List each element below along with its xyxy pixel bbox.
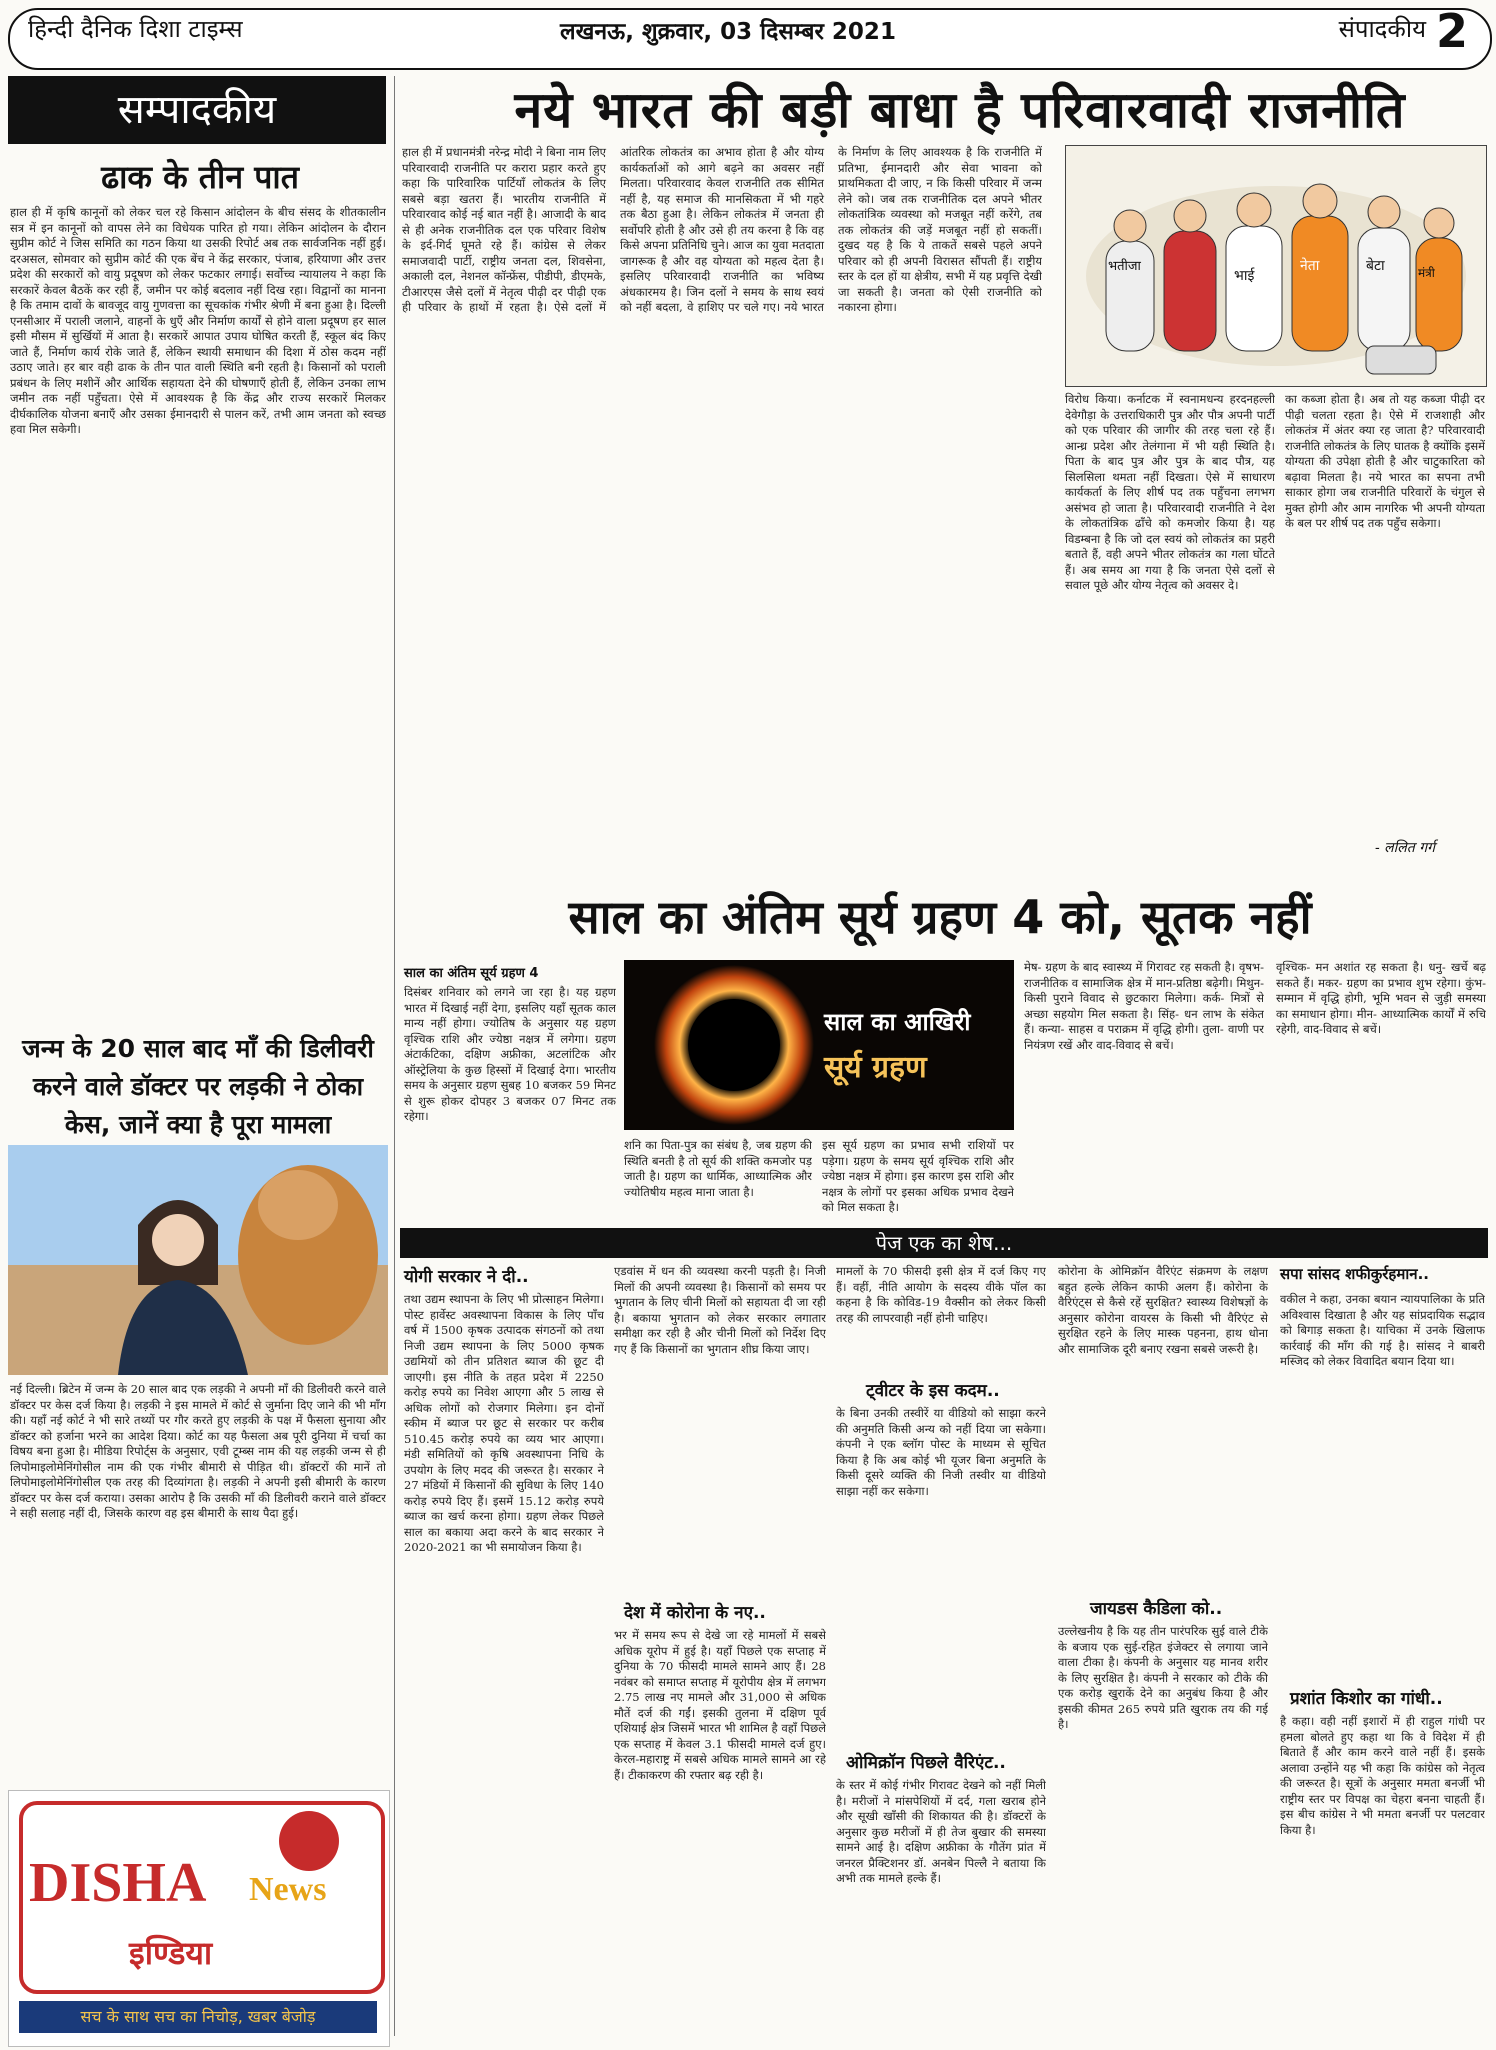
continued-col5b: है कहा। वही नहीं इशारों में ही राहुल गांधी पर हमला बोलते हुए कहा था कि वे विदेश में ही बिताते हैं और काम करने वाले नहीं हैं। इसके अलावा उन्होंने यह भी कहा कि कांग्रेस को नेतृत्व की जरूरत है। सूत्रों के अनुसार ममता बनर्जी भी राष्ट्रीय स्तर पर विपक्ष का चेहरा बनना चाहती हैं। इस बीच कांग्रेस ने भी ममता बनर्जी पर पलटवार किया है। (1280, 1714, 1485, 1837)
continued-heading: ओमिक्रॉन पिछले वैरिएंट.. (846, 1753, 1006, 1773)
editorial-title: ढाक के तीन पात (101, 158, 299, 196)
cartoon-label: मंत्री (1418, 266, 1435, 280)
cartoon-illustration (1065, 145, 1487, 387)
continued-col4b: उल्लेखनीय है कि यह तीन पारंपरिक सुई वाले टीके के बजाय एक सुई-रहित इंजेक्टर से लगाया जाने वाला टीका है। कंपनी के अनुसार यह मानव शरीर के लिए सुरक्षित है। कंपनी ने सरकार को टीके की एक करोड़ खुराकें देने का अनुबंध किया है और इसकी कीमत 265 रुपये प्रति खुराक तय की गई है। (1058, 1624, 1268, 1731)
news-photo (8, 1145, 388, 1375)
eclipse-col1: दिसंबर शनिवार को लगने जा रहा है। यह ग्रहण भारत में दिखाई नहीं देगा, इसलिए यहाँ सूतक काल मान्य नहीं होगा। ज्योतिष के अनुसार यह ग्रहण वृश्चिक राशि और ज्येष्ठा नक्षत्र में लगेगा। ग्रहण अंटार्कटिका, दक्षिण अफ्रीका, अटलांटिक और ऑस्ट्रेलिया के कुछ हिस्सों में दिखाई देगा। भारतीय समय के अनुसार ग्रहण सुबह 10 बजकर 59 मिनट से शुरू होकर दोपहर 3 बजकर 07 मिनट तक रहेगा। (404, 985, 616, 1123)
continued-col2: एडवांस में धन की व्यवस्था करनी पड़ती है। निजी मिलों की अपनी व्यवस्था है। किसानों को समय पर भुगतान के लिए चीनी मिलों को सहायता दी जा रही है। बकाया भुगतान को लेकर सरकार लगातार समीक्षा कर रही है और चीनी मिलों को निर्देश दिए गए हैं कि किसानों का भुगतान शीघ्र किया जाए। (614, 1264, 826, 1356)
continued-heading: योगी सरकार ने दी.. (404, 1267, 529, 1287)
continued-col3b: के बिना उनकी तस्वीरें या वीडियो को साझा करने की अनुमति किसी अन्य को नहीं दिया जा सकेगा। कंपनी ने एक ब्लॉग पोस्ट के माध्यम से सूचित किया है कि अब कोई भी यूजर बिना अनुमति के किसी दूसरे व्यक्ति की निजी तस्वीर या वीडियो साझा नहीं कर सकेगा। (836, 1406, 1046, 1498)
eclipse-col1-title: साल का अंतिम सूर्य ग्रहण 4 (404, 966, 539, 981)
eclipse-col3: इस सूर्य ग्रहण का प्रभाव सभी राशियों पर पड़ेगा। ग्रहण के समय सूर्य वृश्चिक राशि और ज्येष्ठा नक्षत्र में होगा। इस कारण इस राशि और नक्षत्र के लोगों पर इसका अधिक प्रभाव देखने को मिल सकता है। (822, 1138, 1014, 1214)
eclipse-col4: मेष- ग्रहण के बाद स्वास्थ्य में गिरावट रह सकती है। वृषभ- राजनीतिक व सामाजिक क्षेत्र में मान-प्रतिष्ठा बढ़ेगी। मिथुन- किसी पुराने विवाद से छुटकारा मिलेगा। कर्क- मित्रों से अच्छा सहयोग मिल सकता है। सिंह- धन लाभ के संकेत हैं। कन्या- साहस व पराक्रम में वृद्धि होगी। तुला- वाणी पर नियंत्रण रखें और वाद-विवाद से बचें। (1024, 960, 1264, 1052)
editorial-box-label: सम्पादकीय (8, 76, 386, 144)
continued-heading: देश में कोरोना के नए.. (624, 1603, 766, 1623)
continued-col5: वकील ने कहा, उनका बयान न्यायपालिका के प्रति अविश्वास दिखाता है और यह सांप्रदायिक सद्भाव को बिगाड़ सकता है। याचिका में उनके खिलाफ कार्रवाई की माँग की गई है। सांसद ने बाबरी मस्जिद को लेकर विवादित बयान दिया था। (1280, 1292, 1485, 1368)
news-body: नई दिल्ली। ब्रिटेन में जन्म के 20 साल बाद एक लड़की ने अपनी माँ की डिलीवरी करने वाले डॉक्टर पर केस दर्ज किया है। लड़की ने इस मामले में कोर्ट से जुर्माना दिए जाने की भी माँग की। यहाँ नई कोर्ट ने भी सारे तथ्यों पर गौर करते हुए लड़की के पक्ष में फैसला सुनाया और डॉक्टर को हर्जाना भरने का आदेश दिया। कोर्ट का यह फैसला अब पूरी दुनिया में चर्चा का विषय बना हुआ है। मीडिया रिपोर्ट्स के अनुसार, एवी टूम्ब्स नाम की यह लड़की जन्म से ही लिपोमाइलोमेनिंगोसील नाम की एक गंभीर बीमारी से पीड़ित थी। डॉक्टरों की मानें तो लिपोमाइलोमेनिंगोसील एक तरह की दिव्यांगता है। लड़की ने अपनी इसी बीमारी के कारण डॉक्टर पर केस दर्ज कराया। उसका आरोप है कि उसकी माँ की डिलीवरी कराने वाले डॉक्टर ने सही सलाह नहीं दी, जिसके कारण वह इस बीमारी के साथ पैदा हुई। (10, 1382, 386, 1520)
main-story-body: हाल ही में प्रधानमंत्री नरेन्द्र मोदी ने बिना नाम लिए परिवारवादी राजनीति पर करारा प्रहार करते हुए कहा कि पारिवारिक पार्टियाँ लोकतंत्र के लिए सबसे बड़ा खतरा हैं। भारतीय राजनीति में परिवारवाद कोई नई बात नहीं है। आजादी के बाद से ही अनेक राजनीतिक दल एक परिवार विशेष के इर्द-गिर्द घूमते रहे हैं। कांग्रेस से लेकर समाजवादी पार्टी, राष्ट्रीय जनता दल, शिवसेना, अकाली दल, नेशनल कॉन्फ्रेंस, पीडीपी, डीएमके, टीआरएस जैसे दलों में नेतृत्व पीढ़ी दर पीढ़ी एक ही परिवार के हाथों में रहता है। ऐसे दलों में आंतरिक लोकतंत्र का अभाव होता है और योग्य कार्यकर्ताओं को आगे बढ़ने का अवसर नहीं मिलता। परिवारवाद केवल राजनीति तक सीमित नहीं है, यह समाज की मानसिकता में भी गहरे तक बैठा हुआ है। लेकिन लोकतंत्र में जनता ही सर्वोपरि होती है और उसे ही तय करना है कि वह किसे अपना प्रतिनिधि चुने। आज का युवा मतदाता जागरूक है और वह योग्यता को महत्व देता है। इसलिए परिवारवादी राजनीति का भविष्य अंधकारमय है। जिन दलों ने समय के साथ स्वयं को नहीं बदला, वे हाशिए पर चले गए। नये भारत के निर्माण के लिए आवश्यक है कि राजनीति में प्रतिभा, ईमानदारी और सेवा भावना को प्राथमिकता दी जाए, न कि किसी परिवार में जन्म लेने को। जब तक राजनीतिक दल अपने भीतर लोकतांत्रिक व्यवस्था को मजबूत नहीं करेंगे, तब तक लोकतंत्र की जड़ें मजबूत नहीं हो सकतीं। दुखद यह है कि ये ताकतें सबसे पहले अपने परिवार को ही अपनी विरासत सौंपती हैं। राष्ट्रीय स्तर के दल हों या क्षेत्रीय, सभी में यह प्रवृत्ति देखी जा सकती है। जनता को ऐसी राजनीति को नकारना होगा। (402, 145, 1042, 314)
eclipse-col5: वृश्चिक- मन अशांत रह सकता है। धनु- खर्चे बढ़ सकते हैं। मकर- ग्रहण का प्रभाव शुभ रहेगा। कुंभ- सम्मान में वृद्धि होगी, भूमि भवन से जुड़ी समस्या का समाधान होगा। मीन- आध्यात्मिक कार्यों में रुचि रहेगी, वाद-विवाद से बचें। (1276, 960, 1486, 1036)
disha-news-logo (8, 1790, 390, 2047)
continued-col3c: के स्तर में कोई गंभीर गिरावट देखने को नहीं मिली है। मरीजों ने मांसपेशियों में दर्द, गला खराब होने और सूखी खाँसी की शिकायत की है। डॉक्टरों के अनुसार कुछ मरीजों में ही तेज बुखार की समस्या सामने आई है। दक्षिण अफ्रीका के गौतेंग प्रांत में जनरल प्रैक्टिशनर डॉ. अनबेन पिल्लै ने बताया कि अभी तक मामले हल्के हैं। (836, 1778, 1046, 1885)
author-byline: - ललित गर्ग (1375, 840, 1435, 856)
news-headline: जन्म के 20 साल बाद माँ की डिलीवरी करने वाले डॉक्टर पर लड़की ने ठोका केस, जानें क्या है पूरा मामला (22, 1034, 374, 1139)
section-label: संपादकीय (1338, 15, 1426, 43)
continued-heading: ट्वीटर के इस कदम.. (866, 1381, 1000, 1401)
continued-from-page-one-bar: पेज एक का शेष... (400, 1228, 1488, 1258)
continued-heading: प्रशांत किशोर का गांधी.. (1290, 1689, 1443, 1709)
editorial-body: हाल ही में कृषि कानूनों को लेकर चल रहे किसान आंदोलन के बीच संसद के शीतकालीन सत्र में इन कानूनों को वापस लेने का विधेयक पारित हो गया। लेकिन आंदोलन के दौरान सुप्रीम कोर्ट ने जिस समिति का गठन किया था उसकी रिपोर्ट अब तक सार्वजनिक नहीं हुई। दरअसल, सोमवार को सुप्रीम कोर्ट की एक बेंच ने केंद्र सरकार, पंजाब, हरियाणा और उत्तर प्रदेश की सरकारों को वायु प्रदूषण को लेकर फटकार लगाई। सर्वोच्च न्यायालय ने कहा कि सरकारें केवल बैठकें कर रही हैं, जमीन पर कोई बदलाव नहीं दिख रहा। विद्वानों का मानना है कि तमाम दावों के बावजूद वायु गुणवत्ता का सूचकांक गंभीर श्रेणी में बना हुआ है। दिल्ली एनसीआर में पराली जलाने, वाहनों के धुएँ और निर्माण कार्यों से होने वाला प्रदूषण हर साल इसी मौसम में सुर्खियों में आता है। सरकारें आपात उपाय घोषित करती हैं, स्कूल बंद किए जाते हैं, निर्माण कार्य रोके जाते हैं, लेकिन स्थायी समाधान की दिशा में ठोस कदम नहीं उठाए जाते। हर बार वही ढाक के तीन पात वाली स्थिति बनी रहती है। किसानों को पराली प्रबंधन के लिए मशीनें और आर्थिक सहायता देने की घोषणाएँ होती हैं, लेकिन उनका लाभ जमीन तक नहीं पहुँचता। ऐसे में आवश्यक है कि केंद्र और राज्य सरकारें मिलकर दीर्घकालिक योजना बनाएँ और उसका ईमानदारी से पालन करें, तभी आम जनता को स्वच्छ हवा मिल सकेगी। (10, 205, 386, 436)
page-number: 2 (1435, 4, 1468, 58)
eclipse-graphic (624, 960, 1014, 1130)
eclipse-image-caption-2: सूर्य ग्रहण (824, 1050, 927, 1085)
dateline: लखनऊ, शुक्रवार, 03 दिसम्बर 2021 (560, 19, 896, 45)
eclipse-col2: शनि का पिता-पुत्र का संबंध है, जब ग्रहण की स्थिति बनती है तो सूर्य की शक्ति कमजोर पड़ जाती है। ग्रहण का धार्मिक, आध्यात्मिक और ज्योतिषीय महत्व माना जाता है। (624, 1138, 812, 1199)
cartoon-label: नेता (1300, 258, 1320, 274)
main-story-body-continued: विरोध किया। कर्नाटक में स्वनामधन्य हरदनहल्ली देवेगौड़ा के उत्तराधिकारी पुत्र और पौत्र अपनी पार्टी को एक परिवार की जागीर की तरह चला रहे हैं। आन्ध्र प्रदेश और तेलंगाना में भी यही स्थिति है। पिता के बाद पुत्र और पुत्र के बाद पौत्र, यह सिलसिला थमता नहीं दिखता। ऐसे में साधारण कार्यकर्ता के लिए शीर्ष पद तक पहुँचना लगभग असंभव हो जाता है। परिवारवादी राजनीति ने देश के लोकतांत्रिक ढाँचे को कमजोर किया है। यह विडम्बना है कि जो दल स्वयं को लोकतंत्र का प्रहरी बताते हैं, वही अपने भीतर लोकतंत्र का गला घोंटते हैं। अब समय आ गया है कि जनता ऐसे दलों से सवाल पूछे और योग्य नेतृत्व को अवसर दे। (1065, 392, 1275, 592)
continued-col3: मामलों के 70 फीसदी इसी क्षेत्र में दर्ज किए गए हैं। वहीं, नीति आयोग के सदस्य वीके पॉल का कहना है कि कोविड-19 वैक्सीन को लेकर किसी तरह की लापरवाही नहीं होनी चाहिए। (836, 1264, 1046, 1325)
paper-name: हिन्दी दैनिक दिशा टाइम्स (28, 15, 243, 43)
eclipse-headline: साल का अंतिम सूर्य ग्रहण 4 को, सूतक नहीं (568, 890, 1312, 944)
logo-word-india: इण्डिया (129, 1934, 213, 1972)
main-story-body-continued-2: का कब्जा होता है। अब तो यह कब्जा पीढ़ी दर पीढ़ी चलता रहता है। ऐसे में राजशाही और लोकतंत्र में अंतर क्या रह जाता है? परिवारवादी राजनीति लोकतंत्र के लिए घातक है क्योंकि इसमें योग्यता की उपेक्षा होती है और चाटुकारिता को बढ़ावा मिलता है। नये भारत का सपना तभी साकार होगा जब राजनीति परिवारों के चंगुल से मुक्त होगी और आम नागरिक भी अपनी योग्यता के बल पर शीर्ष पद तक पहुँच सकेगा। (1285, 392, 1485, 530)
logo-word-disha: DISHA (29, 1852, 207, 1914)
continued-col2b: भर में समय रूप से देखे जा रहे मामलों में सबसे अधिक यूरोप में हुई है। यहाँ पिछले एक सप्ताह में दुनिया के 70 फीसदी मामले सामने आए हैं। 28 नवंबर को समाप्त सप्ताह में यूरोपीय क्षेत्र में लगभग 2.75 लाख नए मामले और 31,000 से अधिक मौतें दर्ज की गईं। इसकी तुलना में दक्षिण पूर्व एशियाई क्षेत्र जिसमें भारत भी शामिल है वहाँ पिछले एक सप्ताह में केवल 3.1 फीसदी मामले दर्ज हुए। केरल-महाराष्ट्र में सबसे अधिक मामले सामने आ रहे हैं। टीकाकरण की रफ्तार बढ़ रही है। (614, 1628, 826, 1782)
continued-col1: तथा उद्यम स्थापना के लिए भी प्रोत्साहन मिलेगा। पोस्ट हार्वेस्ट अवस्थापना विकास के लिए पाँच वर्ष में 1500 कृषक उत्पादक संगठनों को तथा निजी उद्यम स्थापना के लिए 5000 कृषक उद्यमियों को तीन प्रतिशत ब्याज की छूट दी जाएगी। इस नीति के तहत प्रदेश में 2250 करोड़ रुपये का निवेश आएगा और 5 लाख से अधिक लोगों को रोजगार मिलेगा। इन दोनों स्कीम में ब्याज पर छूट से सरकार पर करीब 510.45 करोड़ रुपये का व्यय भार आएगा। मंडी समितियों को कृषि अवस्थापना निधि के उपयोग के लिए मदद की जरूरत है। सरकार ने 27 मंडियों में किसानों की सुविधा के लिए 140 करोड़ रुपये दिए हैं। इसमें 15.12 करोड़ रुपये ब्याज का खर्च करना होगा। ग्रहण लेकर पिछले साल का बकाया अदा करने के बाद सरकार ने 2020-2021 का भी समायोजन किया है। (404, 1292, 604, 1554)
cartoon-label: भाई (1234, 268, 1255, 284)
cartoon-label: बेटा (1366, 258, 1385, 274)
eclipse-image-caption-1: साल का आखिरी (824, 1008, 971, 1036)
continued-heading: जायडस कैडिला को.. (1090, 1599, 1223, 1619)
column-divider (394, 76, 395, 2036)
logo-word-news: News (249, 1871, 327, 1908)
cartoon-label: भतीजा (1108, 259, 1141, 274)
continued-heading: सपा सांसद शफीकुर्रहमान.. (1280, 1265, 1429, 1283)
continued-col4: कोरोना के ओमिक्रॉन वैरिएंट संक्रमण के लक्षण बहुत हल्के लेकिन काफी अलग हैं। कोरोना के वैरिएंट्स से कैसे रहें सुरक्षित? स्वास्थ्य विशेषज्ञों के अनुसार कोरोना वायरस के किसी भी वैरिएंट से सुरक्षित रहने के लिए मास्क पहनना, हाथ धोना और सामाजिक दूरी बनाए रखना सबसे जरूरी है। (1058, 1264, 1268, 1356)
logo-tagline: सच के साथ सच का निचोड़, खबर बेजोड़ (19, 2001, 377, 2033)
girl-with-horse-image (8, 1145, 388, 1375)
eclipse-image (624, 960, 1014, 1130)
main-headline: नये भारत की बड़ी बाधा है परिवारवादी राजनीति (514, 81, 1406, 139)
microphone-icon (279, 1811, 339, 1871)
